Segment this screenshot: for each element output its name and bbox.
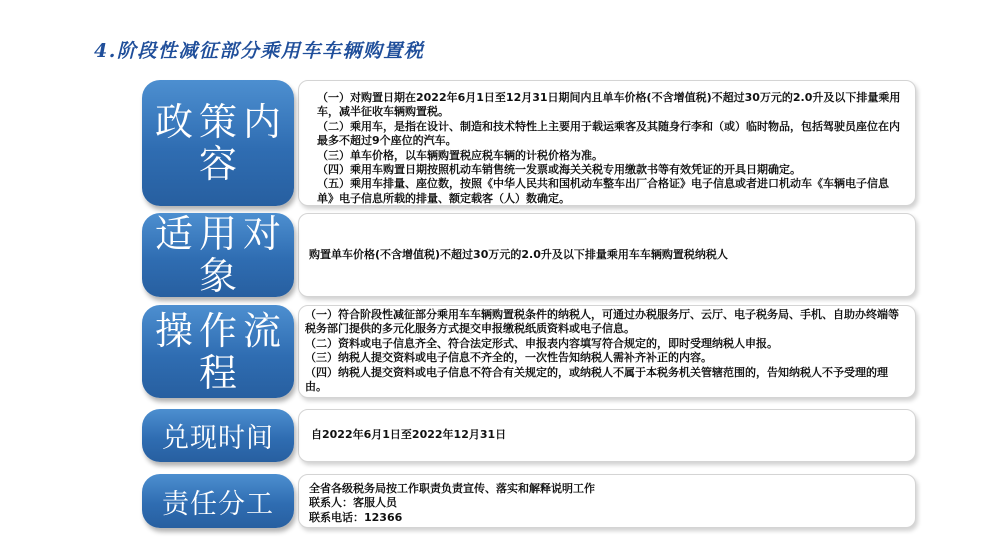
responsibility-line: 联系人：客服人员 bbox=[309, 496, 397, 510]
policy-content-line: （二）乘用车，是指在设计、制造和技术特性上主要用于载运乘客及其随身行李和（或）临时物品，包括驾驶员座位在内最多不超过9个座位的汽车。 bbox=[317, 119, 900, 148]
policy-content-text bbox=[317, 91, 901, 206]
fulfillment-time-panel bbox=[298, 409, 916, 462]
responsibility-line: 全省各级税务局按工作职责负责宣传、落实和解释说明工作 bbox=[309, 482, 595, 495]
operation-process-line: （一）符合阶段性减征部分乘用车车辆购置税条件的纳税人，可通过办税服务厅、云厅、电子税务局、手机、自助办终端等税务部门提供的多元化服务方式提交申报缴税纸质资料或电子信息。 bbox=[305, 308, 899, 336]
applicable-target-panel bbox=[298, 213, 916, 297]
responsibility-text bbox=[309, 482, 901, 525]
responsibility-label: 责任分工 bbox=[142, 474, 294, 528]
operation-process-panel bbox=[298, 305, 916, 398]
policy-content-line: （四）乘用车购置日期按照机动车销售统一发票或海关关税专用缴款书等有效凭证的开具日期确定。 bbox=[317, 163, 801, 177]
policy-content-line: （一）对购置日期在2022年6月1日至12月31日期间内且单车价格(不含增值税)不超过30万元的2.0升及以下排量乘用车，减半征收车辆购置税。 bbox=[317, 91, 901, 119]
applicable-target-label: 适用对象 bbox=[142, 213, 294, 297]
policy-content-line: （五）乘用车排量、座位数，按照《中华人民共和国机动车整车出厂合格证》电子信息或者进口机动车《车辆电子信息单》电子信息所载的排量、额定载客（人）数确定。 bbox=[317, 177, 889, 205]
policy-content-panel bbox=[298, 80, 916, 206]
fulfillment-time-label: 兑现时间 bbox=[142, 409, 294, 462]
operation-process-line: （二）资料或电子信息齐全、符合法定形式、申报表内容填写符合规定的，即时受理纳税人申报。 bbox=[305, 336, 778, 350]
operation-process-label: 操作流程 bbox=[142, 305, 294, 398]
page-title: 4.阶段性减征部分乘用车车辆购置税 bbox=[94, 40, 425, 62]
policy-content-line: （三）单车价格，以车辆购置税应税车辆的计税价格为准。 bbox=[317, 148, 603, 162]
operation-process-line: （四）纳税人提交资料或电子信息不符合有关规定的，或纳税人不属于本税务机关管辖范围的，告知纳税人不予受理的理由。 bbox=[305, 365, 888, 394]
fulfillment-time-text: 自2022年6月1日至2022年12月31日 bbox=[311, 428, 507, 442]
applicable-target-text: 购置单车价格(不含增值税)不超过30万元的2.0升及以下排量乘用车车辆购置税纳税人 bbox=[309, 247, 728, 261]
responsibility-line: 联系电话：12366 bbox=[309, 510, 403, 524]
operation-process-line: （三）纳税人提交资料或电子信息不齐全的，一次性告知纳税人需补齐补正的内容。 bbox=[305, 351, 712, 365]
operation-process-text bbox=[305, 308, 905, 394]
responsibility-panel bbox=[298, 474, 916, 528]
policy-content-label: 政策内容 bbox=[142, 80, 294, 206]
